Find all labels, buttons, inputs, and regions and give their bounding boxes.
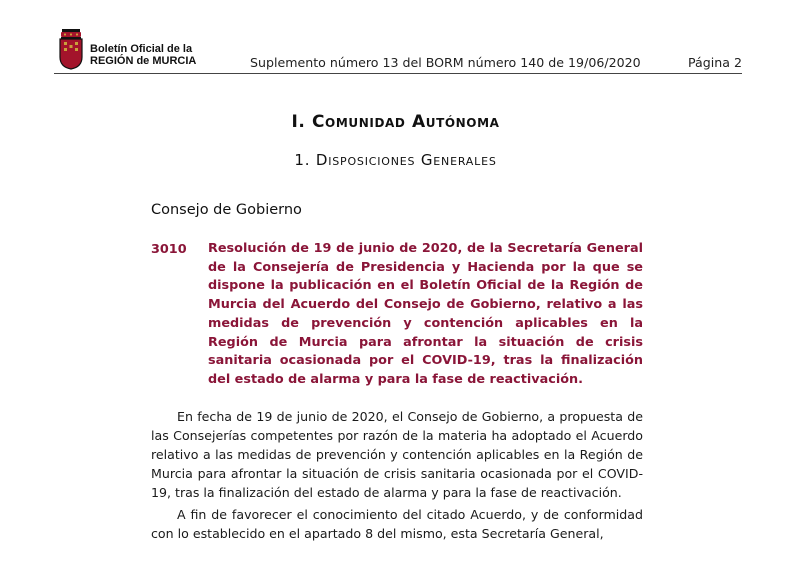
body-paragraph-1 bbox=[151, 407, 643, 502]
supplement-reference: Suplemento número 13 del BORM número 140 de 19/06/2020 bbox=[250, 55, 641, 70]
issuing-organ: Consejo de Gobierno bbox=[151, 202, 302, 218]
page-header bbox=[54, 26, 742, 72]
resolution-number: 3010 bbox=[151, 242, 187, 257]
section-subtitle: 1. Disposiciones Generales bbox=[294, 151, 497, 169]
region-crest-logo bbox=[58, 28, 84, 70]
section-title: I. Comunidad Autónoma bbox=[291, 112, 500, 132]
header-divider bbox=[54, 73, 742, 74]
brand-line-1: Boletín Oficial de la bbox=[90, 43, 193, 55]
body-paragraph-1-text: En fecha de 19 de junio de 2020, el Consejo de Gobierno, a propuesta de las Consejerías competentes por razón de la materia ha adoptado el Acuerdo relativo a las medidas de prevención y contención aplicables en la Región de Murcia para afrontar la situación de crisis sanitaria ocasionada por el COVID-19, tras la finalización del estado de alarma y para la fase de reactivación. bbox=[151, 409, 643, 500]
body-paragraph-2-text: A fin de favorecer el conocimiento del citado Acuerdo, y de conformidad con lo establecido en el apartado 8 del mismo, esta Secretaría General, bbox=[151, 507, 643, 541]
resolution-title: Resolución de 19 de junio de 2020, de la Secretaría General de la Consejería de Presidencia y Hacienda por la que se dispone la publicación en el Boletín Oficial de la Región de Murcia del Acuerdo del Consejo de Gobierno, relativo a las medidas de prevención y contención aplicables en la Región de Murcia para afrontar la situación de crisis sanitaria ocasionada por el COVID-19, tras la finalización del estado de alarma y para la fase de reactivación. bbox=[208, 241, 643, 387]
brand-name bbox=[90, 43, 196, 67]
page-number: Página 2 bbox=[688, 55, 742, 70]
body-paragraph-2 bbox=[151, 505, 643, 543]
brand-line-2: REGIÓN de MURCIA bbox=[90, 55, 197, 67]
